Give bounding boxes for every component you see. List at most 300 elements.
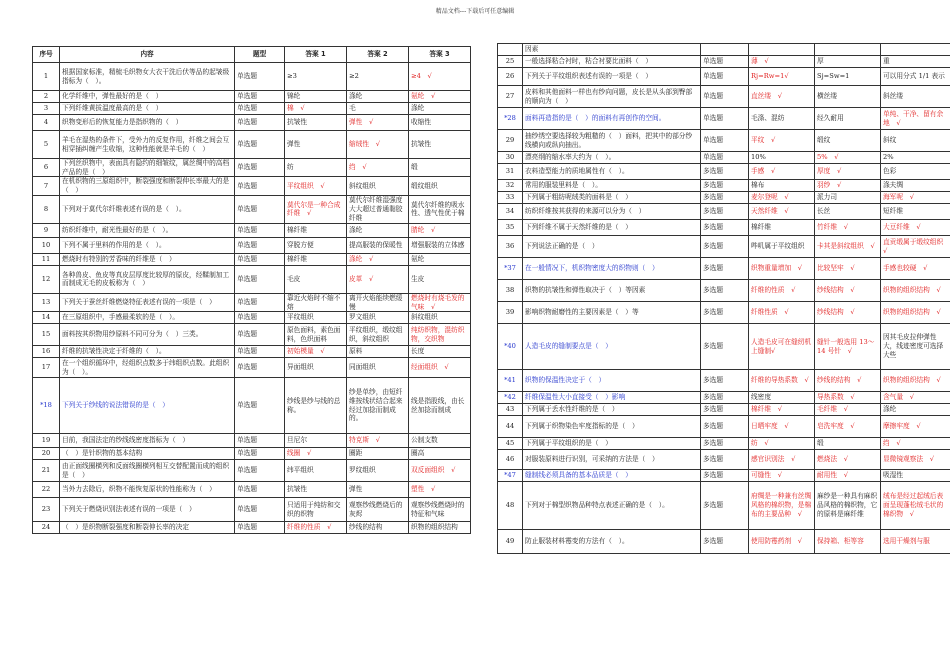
answer-2: 特克斯 √ [347, 434, 409, 448]
question-number: *42 [498, 392, 523, 404]
answer-1: 平纹组织 √ [285, 177, 347, 195]
table-row [33, 131, 471, 159]
question-number: 11 [33, 253, 60, 265]
question-number: 45 [498, 438, 523, 450]
question-type: 单选题 [235, 131, 285, 159]
question-number: *41 [498, 370, 523, 392]
questions-table-right [497, 43, 950, 554]
answer-1 [749, 44, 815, 56]
answer-2: 纱线的结构 [347, 522, 409, 534]
question-number: 32 [498, 180, 523, 192]
answer-2: 缝针一般选用 13～14 号针 √ [815, 324, 881, 370]
table-row [33, 482, 471, 498]
answer-2: 厚度 √ [815, 164, 881, 180]
answer-1: 纤维的导热系数 √ [749, 370, 815, 392]
question-text: 化学纤维中，弹性最好的是（ ） [60, 91, 235, 103]
answer-1: 可缝性 √ [749, 470, 815, 482]
question-type: 多选题 [701, 220, 749, 236]
question-type: 多选题 [701, 450, 749, 470]
table-row [33, 522, 471, 534]
answer-3: 绒布是经过起绒后表面呈现蓬松绒毛状的棉织物 √ [881, 482, 950, 530]
answer-3: 腈纶 √ [409, 223, 471, 237]
table-row [33, 460, 471, 482]
question-type: 多选题 [701, 470, 749, 482]
table-row [33, 448, 471, 460]
question-type: 多选题 [701, 180, 749, 192]
question-number: 35 [498, 220, 523, 236]
answer-1: 穿脱方便 [285, 237, 347, 253]
answer-1: 毛涤、混纺 [749, 108, 815, 130]
question-text: 由正面线圈横列和反面线圈横列相互交替配置而成的组织是（ ） [60, 460, 235, 482]
table-row [498, 370, 950, 392]
question-text: 根据国家标准，精梳毛织物女大衣干洗后伏等品的起皱级指标为（ ）。 [60, 63, 235, 91]
answer-2: 纱线结构 √ [815, 302, 881, 324]
question-number: 15 [33, 324, 60, 346]
answer-3: 织物的组织结构 √ [881, 280, 950, 302]
answer-3: 斜纹组织 [409, 312, 471, 324]
answer-2: 弹性 √ [347, 115, 409, 131]
answer-1: 旦尼尔 [285, 434, 347, 448]
answer-2: 长丝 [815, 204, 881, 220]
question-type: 单选题 [235, 448, 285, 460]
question-text: 下列关于平纹组织表述有误的一项是（ ） [523, 68, 701, 86]
table-row [498, 392, 950, 404]
answer-3: 纯纺织物，混纺织物，交织物 [409, 324, 471, 346]
answer-1: 感官识别法 √ [749, 450, 815, 470]
question-type: 单选题 [701, 56, 749, 68]
answer-1: 弹性 [285, 131, 347, 159]
question-text: 面料再造指的是（ ）的面料有再创作的空间。 [523, 108, 701, 130]
table-row [498, 404, 950, 416]
answer-3: 增强服装的立体感 [409, 237, 471, 253]
question-number: 24 [33, 522, 60, 534]
table-row [33, 498, 471, 522]
question-type: 单选题 [235, 265, 285, 293]
question-number: *47 [498, 470, 523, 482]
question-text: 缝制线必须具备的基本品质是（ ） [523, 470, 701, 482]
answer-2: 同面组织 [347, 358, 409, 378]
answer-3: 直贡缎属于缎纹组织 √ [881, 236, 950, 258]
question-type: 单选题 [235, 498, 285, 522]
question-text: 下列属于平纹组织的是（ ） [523, 438, 701, 450]
answer-3: 短纤维 [881, 204, 950, 220]
question-number: 7 [33, 177, 60, 195]
question-number: 48 [498, 482, 523, 530]
question-type: 单选题 [235, 312, 285, 324]
question-type: 多选题 [701, 164, 749, 180]
answer-2: 导热系数 √ [815, 392, 881, 404]
answer-1: 平纹 √ [749, 130, 815, 152]
answer-1: 手感 √ [749, 164, 815, 180]
question-type: 单选题 [235, 324, 285, 346]
answer-1: 棉纤维 [749, 220, 815, 236]
question-text: 下列说法正确的是（ ） [523, 236, 701, 258]
answer-3: 线是指股线，由长丝加捻而制成 [409, 378, 471, 434]
question-text: 纤维的抗皱性决定于纤维的（ ）。 [60, 346, 235, 358]
question-type: 单选题 [235, 159, 285, 177]
answer-1: 纤维的性质 √ [285, 522, 347, 534]
question-type: 单选题 [235, 223, 285, 237]
answer-3: 显微镜观察法 √ [881, 450, 950, 470]
answer-1: 锦纶 [285, 91, 347, 103]
question-text: 一般选择粘合衬时，粘合衬要比面料（ ） [523, 56, 701, 68]
answer-3: 莫代尔纤维的吸水性、透气性优于棉 [409, 195, 471, 223]
question-text: 影响织物耐磨性的主要因素是（ ）等 [523, 302, 701, 324]
answer-3: 单纯、干净、留有余地 √ [881, 108, 950, 130]
question-type: 单选题 [701, 86, 749, 108]
question-number: *18 [33, 378, 60, 434]
answer-2: 卡其是斜纹组织 √ [815, 236, 881, 258]
answer-2: 平纹组织，缎纹组织，斜纹组织 [347, 324, 409, 346]
answer-1: 线密度 [749, 392, 815, 404]
answer-1: 只适用于纯纺和交织的织物 [285, 498, 347, 522]
answer-1: 纤维的性质 √ [749, 280, 815, 302]
table-header-row [33, 47, 471, 63]
question-type: 单选题 [235, 460, 285, 482]
answer-3: 生皮 [409, 265, 471, 293]
question-text: 防止服装材料霉变的方法有（ ）。 [523, 530, 701, 554]
answer-3: 手感也较硬 √ [881, 258, 950, 280]
question-type: 多选题 [701, 204, 749, 220]
table-row [33, 115, 471, 131]
answer-2: 毛纤维 √ [815, 404, 881, 416]
question-number: 10 [33, 237, 60, 253]
col-header-answer-2: 答案 2 [347, 47, 409, 63]
answer-1: 哔叽属于平纹组织 [749, 236, 815, 258]
table-row [498, 258, 950, 280]
question-number: 3 [33, 103, 60, 115]
answer-3: 可以用分式 1/1 表示 [881, 68, 950, 86]
questions-table-left [32, 46, 471, 534]
question-text: 在一个组织循环中，经组织点数多于纬组织点数。此组织为（ ）。 [60, 358, 235, 378]
answer-3: 吸湿性 [881, 470, 950, 482]
question-number: 30 [498, 152, 523, 164]
answer-3: 海军呢 √ [881, 192, 950, 204]
table-row [498, 470, 950, 482]
answer-2: 纱线结构 √ [815, 280, 881, 302]
answer-1: 原色面料，素色面料，色织面料 [285, 324, 347, 346]
answer-3: 含气量 √ [881, 392, 950, 404]
question-type: 多选题 [701, 404, 749, 416]
question-text: 面料按其织物用纱原料不同可分为（ ）三类。 [60, 324, 235, 346]
answer-2: 绉 √ [347, 159, 409, 177]
answer-3: 氨纶 [409, 253, 471, 265]
question-text: 下列不属于里料的作用的是（ ）。 [60, 237, 235, 253]
question-type: 单选题 [701, 152, 749, 164]
table-row [498, 164, 950, 180]
question-type: 单选题 [235, 195, 285, 223]
question-number: 44 [498, 416, 523, 438]
question-text: 纺织纤维按其获得的来源可以分为（ ） [523, 204, 701, 220]
answer-1: Rj=Rw=1√ [749, 68, 815, 86]
table-row [498, 280, 950, 302]
table-row [498, 302, 950, 324]
question-text: 织物的保温性决定于（ ） [523, 370, 701, 392]
answer-1: 初始模量 √ [285, 346, 347, 358]
question-type: 单选题 [701, 108, 749, 130]
answer-2: 皂洗牢度 √ [815, 416, 881, 438]
question-number: 26 [498, 68, 523, 86]
question-type: 多选题 [701, 482, 749, 530]
question-type: 单选题 [235, 91, 285, 103]
table-row [33, 195, 471, 223]
answer-3: 经面组织 √ [409, 358, 471, 378]
table-row [498, 236, 950, 258]
question-number: 31 [498, 164, 523, 180]
answer-3: 2% [881, 152, 950, 164]
answer-2: 纱线的结构 √ [815, 370, 881, 392]
table-row [33, 378, 471, 434]
question-text: 在一般情况下，机织物密度大的织物则（ ） [523, 258, 701, 280]
question-number: 39 [498, 302, 523, 324]
question-number: 8 [33, 195, 60, 223]
answer-3: 长度 [409, 346, 471, 358]
question-text: 衣料造型能力的质地属性有（ ）。 [523, 164, 701, 180]
table-row [33, 237, 471, 253]
table-row [498, 44, 950, 56]
answer-3: 绉 √ [881, 438, 950, 450]
answer-1: 抗皱性 [285, 115, 347, 131]
question-type: 单选题 [235, 378, 285, 434]
question-type: 单选题 [235, 115, 285, 131]
question-text: 漂亮纲的缩水率大约为（ ）。 [523, 152, 701, 164]
answer-3: 织物的组织结构 [409, 522, 471, 534]
answer-3: 因其毛皮拉伸弹性大，线迹密度可选择大些 [881, 324, 950, 370]
answer-3: 织物的组织结构 √ [881, 302, 950, 324]
question-number: 9 [33, 223, 60, 237]
question-type [701, 44, 749, 56]
table-row [33, 223, 471, 237]
answer-3: 观察纱线燃烧时的特征和气味 [409, 498, 471, 522]
answer-1: 棉 √ [285, 103, 347, 115]
table-row [498, 56, 950, 68]
question-number: 21 [33, 460, 60, 482]
answer-1: 纤维性质 √ [749, 302, 815, 324]
answer-2: 5% √ [815, 152, 881, 164]
answer-2: 斜纹组织 [347, 177, 409, 195]
question-text: 下列纤维黄拔温度最高的是（ ） [60, 103, 235, 115]
table-row [498, 324, 950, 370]
question-text: 当外力去除后，织物不能恢复原状的性能称为（ ） [60, 482, 235, 498]
answer-2: 缎纹 [815, 130, 881, 152]
answer-2: 缎 [815, 438, 881, 450]
answer-2: 派力司 [815, 192, 881, 204]
table-row [33, 265, 471, 293]
question-type: 单选题 [235, 253, 285, 265]
question-type: 多选题 [701, 438, 749, 450]
page-header: 精品文档---下载后可任意编辑 [435, 8, 515, 15]
question-text: 纤维保温性大小直接受（ ）影响 [523, 392, 701, 404]
question-type: 多选题 [701, 530, 749, 554]
table-row [498, 450, 950, 470]
answer-2: 观察纱线燃烧后的灰烬 [347, 498, 409, 522]
question-number: 4 [33, 115, 60, 131]
question-number: 36 [498, 236, 523, 258]
answer-2: 经久耐用 [815, 108, 881, 130]
answer-2: 燃烧法 √ [815, 450, 881, 470]
question-number [498, 44, 523, 56]
question-text: 对服装原料进行识别，可采纳的方法是（ ） [523, 450, 701, 470]
table-row [33, 358, 471, 378]
question-type: 多选题 [701, 416, 749, 438]
question-number: 17 [33, 358, 60, 378]
question-text: 下列属于粗纺呢绒类的面料是（ ） [523, 192, 701, 204]
answer-2: Sj=Sw=1 [815, 68, 881, 86]
question-text: 在机织物的三原组织中，断裂强度和断裂伸长率最大的是（ ） [60, 177, 235, 195]
col-header-content: 内容 [60, 47, 235, 63]
answer-2: 皮革 √ [347, 265, 409, 293]
question-text: 目前，我国法定的纱线线密度指标为（ ） [60, 434, 235, 448]
answer-1: 织物重量增加 √ [749, 258, 815, 280]
answer-1: 异面组织 [285, 358, 347, 378]
answer-3 [881, 44, 950, 56]
question-number: 12 [33, 265, 60, 293]
question-number: 19 [33, 434, 60, 448]
question-type: 单选题 [235, 434, 285, 448]
table-row [33, 346, 471, 358]
answer-2: 涤纶 √ [347, 253, 409, 265]
answer-3: 燃烧时有烧毛发的气味 √ [409, 293, 471, 311]
answer-2: 竹纤维 √ [815, 220, 881, 236]
question-type: 单选题 [235, 237, 285, 253]
answer-1: 10% [749, 152, 815, 164]
answer-2: 耐用性 √ [815, 470, 881, 482]
answer-3: 公制支数 [409, 434, 471, 448]
question-type: 多选题 [701, 392, 749, 404]
answer-1: 棉纤维 √ [749, 404, 815, 416]
answer-3: 涤夫绸 [881, 180, 950, 192]
question-number: 33 [498, 192, 523, 204]
answer-1: 纱线是纱与线的总称。 [285, 378, 347, 434]
question-text: 常用的服装里料是（ ）。 [523, 180, 701, 192]
question-text: 纺织纤维中，耐光性最好的是（ ）。 [60, 223, 235, 237]
answer-1: 使用防霉药剂 √ [749, 530, 815, 554]
answer-2: 涤纶 [347, 91, 409, 103]
question-text: 下列关于燃烧识别法表述有误的一项是（ ） [60, 498, 235, 522]
question-type: 单选题 [701, 68, 749, 86]
answer-2: 离开火焰能续燃缓慢 [347, 293, 409, 311]
table-row [498, 204, 950, 220]
answer-2 [815, 44, 881, 56]
answer-3: 双反面组织 √ [409, 460, 471, 482]
answer-1: 直丝缕 √ [749, 86, 815, 108]
question-type: 多选题 [701, 258, 749, 280]
table-row [498, 530, 950, 554]
answer-2: 纱是单纱，由短纤维按线状结合起来经过加捻而制成的。 [347, 378, 409, 434]
answer-3: 塑性 √ [409, 482, 471, 498]
answer-3: 斜丝缕 [881, 86, 950, 108]
table-row [498, 438, 950, 450]
question-text: 燃烧时有特别的芳香味的纤维是（ ） [60, 253, 235, 265]
answer-2: ≥2 [347, 63, 409, 91]
question-text: 下列关于纱线的说法错误的是（ ） [60, 378, 235, 434]
answer-2: 比较坚牢 √ [815, 258, 881, 280]
question-text: （ ）是针织物的基本结构 [60, 448, 235, 460]
table-row [33, 312, 471, 324]
answer-3: 选用干燥剂与服 [881, 530, 950, 554]
answer-1: 日晒牢度 √ [749, 416, 815, 438]
question-text: 抽纱绣空要选择较为粗糙的（ ）面料，把其中的部分纱线横向或纵向抽出。 [523, 130, 701, 152]
question-type: 单选题 [235, 63, 285, 91]
question-number: *37 [498, 258, 523, 280]
question-number: 25 [498, 56, 523, 68]
answer-2: 横丝缕 [815, 86, 881, 108]
answer-3: 涤纶 [881, 404, 950, 416]
answer-2: 提高服装的保暖性 [347, 237, 409, 253]
question-number: *28 [498, 108, 523, 130]
answer-1: 平纹组织 [285, 312, 347, 324]
answer-3: 抗皱性 [409, 131, 471, 159]
question-number: 22 [33, 482, 60, 498]
answer-3: 氨纶 √ [409, 91, 471, 103]
question-type: 多选题 [701, 192, 749, 204]
table-row [498, 68, 950, 86]
answer-2: 圈距 [347, 448, 409, 460]
answer-1: 纬平组织 [285, 460, 347, 482]
answer-3: 摩擦牢度 √ [881, 416, 950, 438]
question-text: 织物变形后的恢复能力是指织物的（ ） [60, 115, 235, 131]
table-row [33, 434, 471, 448]
col-header-no: 序号 [33, 47, 60, 63]
question-number: 20 [33, 448, 60, 460]
question-number: 49 [498, 530, 523, 554]
answer-3: 收缩性 [409, 115, 471, 131]
question-text: 下列对于莫代尔纤维表述有误的是（ ）。 [60, 195, 235, 223]
answer-1: 纺 [285, 159, 347, 177]
answer-3: ≥4 √ [409, 63, 471, 91]
answer-3: 色彩 [881, 164, 950, 180]
table-row [33, 177, 471, 195]
answer-1: 莫代尔是一种合成纤维 √ [285, 195, 347, 223]
answer-1: 棉纤维 [285, 223, 347, 237]
table-row [33, 293, 471, 311]
answer-2: 缩绒性 √ [347, 131, 409, 159]
table-row [33, 103, 471, 115]
answer-3: 织物的组织结构 √ [881, 370, 950, 392]
table-row [498, 220, 950, 236]
table-row [498, 108, 950, 130]
question-number: *40 [498, 324, 523, 370]
table-row [498, 416, 950, 438]
answer-3: 重 [881, 56, 950, 68]
question-number: 5 [33, 131, 60, 159]
question-type: 单选题 [235, 522, 285, 534]
question-text: 羊毛在湿热的条件下，受外力的反复作用，纤维之间会互相穿插纠缠产生收缩，这种性能就是羊毛的（ ） [60, 131, 235, 159]
answer-2: 莫代尔纤维湿强度大大超过普通黏胶纤维 [347, 195, 409, 223]
answer-1: 靠近火焰时不缩不熔 [285, 293, 347, 311]
question-number: 23 [33, 498, 60, 522]
answer-3: 圈高 [409, 448, 471, 460]
question-type: 多选题 [701, 324, 749, 370]
col-header-answer-1: 答案 1 [285, 47, 347, 63]
answer-3: 缎 [409, 159, 471, 177]
answer-1: 棉纤维 [285, 253, 347, 265]
answer-2: 涤纶 [347, 223, 409, 237]
question-text: 下列对于棉型织物品种特点表述正确的是（ ）。 [523, 482, 701, 530]
answer-1: 薄 √ [749, 56, 815, 68]
answer-1: 毛皮 [285, 265, 347, 293]
question-type: 多选题 [701, 302, 749, 324]
question-text: 下列属于织物染色牢度指标的是（ ） [523, 416, 701, 438]
answer-3: 斜纹 [881, 130, 950, 152]
answer-3: 涤纶 [409, 103, 471, 115]
answer-2: 原料 [347, 346, 409, 358]
answer-1: 棉布 [749, 180, 815, 192]
answer-2: 弹性 [347, 482, 409, 498]
question-number: 29 [498, 130, 523, 152]
question-type: 单选题 [235, 293, 285, 311]
answer-2: 罗纹组织 [347, 460, 409, 482]
